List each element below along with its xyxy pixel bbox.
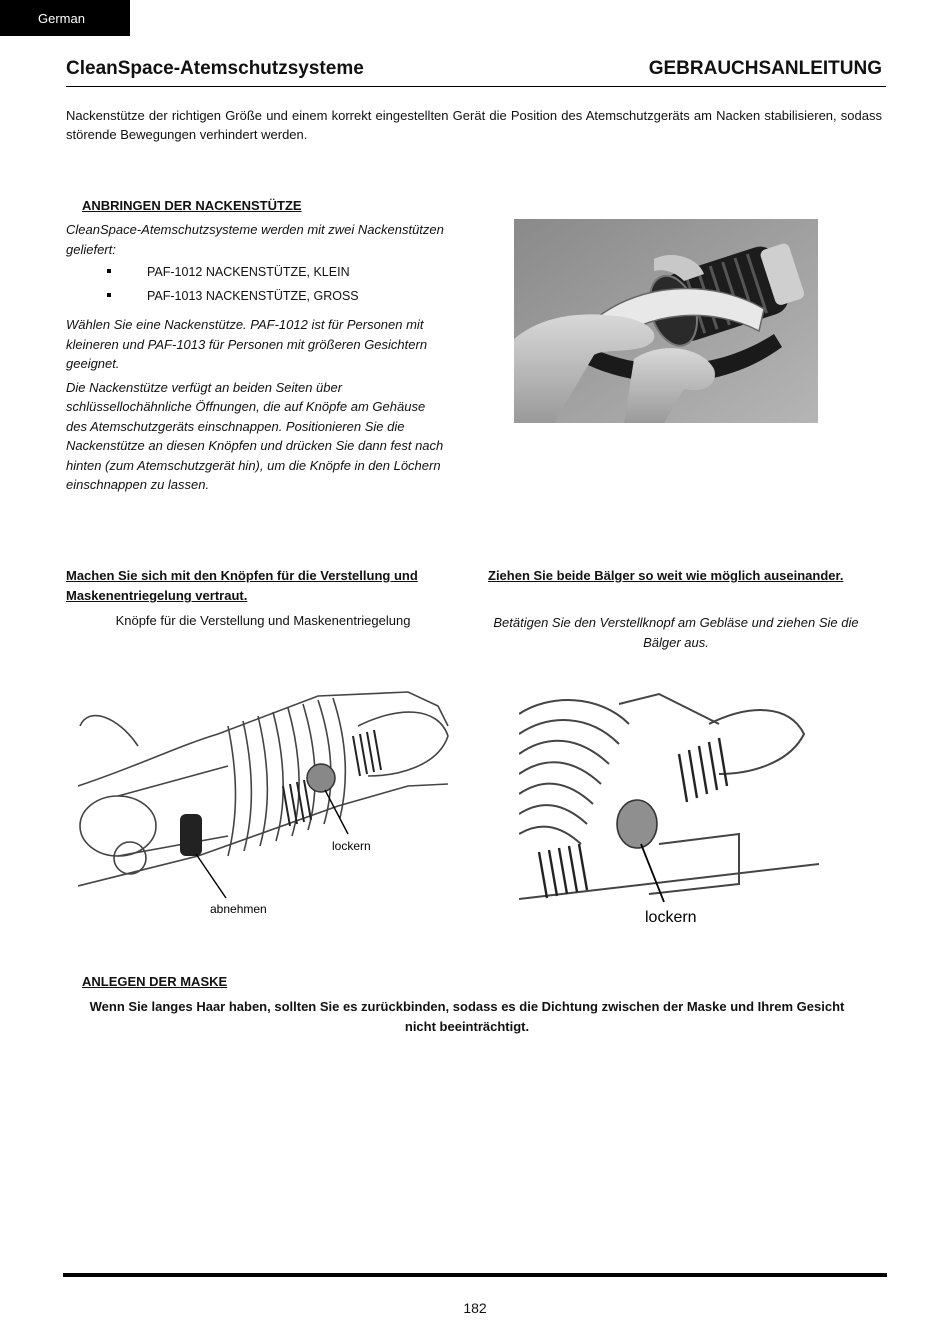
language-tab	[0, 0, 130, 36]
neck-support-para2: Die Nackenstütze verfügt an beiden Seiten über schlüssellochähnliche Öffnungen, die auf Knöpfe am Gehäuse des Atemschutzgeräts einschnappen. Positionieren Sie die Nackenstütze an diesen Knöpfen und drücken Sie dann fest nach hinten (zum Atemschutzgerät hin), um die Knöpfe in den Löchern einschnappen zu lassen.	[66, 379, 444, 492]
bellows-diagram	[519, 684, 819, 928]
footer-rule	[63, 1273, 887, 1277]
bellows-heading: Ziehen Sie beide Bälger so weit wie möglich auseinander.	[488, 568, 844, 583]
remove-label: abnehmen	[210, 902, 267, 916]
list-item: PAF-1013 NACKENSTÜTZE, GROSS	[66, 287, 448, 311]
buttons-diagram	[78, 686, 450, 918]
mask-heading: ANLEGEN DER MASKE	[82, 974, 228, 989]
page-header	[66, 58, 886, 87]
adjust-button-marker	[617, 800, 657, 848]
buttons-heading: Machen Sie sich mit den Knöpfen für die Verstellung und Maskenentriegelung vertraut.	[66, 568, 418, 603]
intro-paragraph: Nackenstütze der richtigen Größe und einem korrekt eingestellten Gerät die Position des Atemschutzgeräts am Nacken stabilisieren, sodass störende Bewegungen verhindert werden.	[66, 108, 882, 142]
language-label: German	[38, 10, 85, 26]
neck-support-list	[66, 263, 448, 311]
neck-support-photo	[514, 219, 818, 423]
bellows-caption: Betätigen Sie den Verstellknopf am Gebläse und ziehen Sie die Bälger aus.	[493, 615, 859, 650]
list-item: PAF-1012 NACKENSTÜTZE, KLEIN	[66, 263, 448, 287]
release-button-marker	[180, 814, 202, 856]
unlock-label: lockern	[332, 839, 371, 853]
neck-support-lead: CleanSpace-Atemschutzsysteme werden mit zwei Nackenstützen geliefert:	[66, 222, 444, 257]
neck-support-para1: Wählen Sie eine Nackenstütze. PAF-1012 ist für Personen mit kleineren und PAF-1013 für Personen mit größeren Gesichtern geeignet.	[66, 317, 428, 371]
document-title: CleanSpace-Atemschutzsysteme	[66, 58, 364, 79]
neck-support-body	[66, 220, 448, 495]
page-number: 182	[463, 1300, 487, 1316]
neck-support-heading: ANBRINGEN DER NACKENSTÜTZE	[82, 198, 302, 213]
adjust-button-marker	[307, 764, 335, 792]
document-type: GEBRAUCHSANLEITUNG	[648, 58, 882, 79]
buttons-caption: Knöpfe für die Verstellung und Maskenentriegelung	[115, 613, 411, 628]
unlock-label: lockern	[645, 909, 697, 926]
mask-text: Wenn Sie langes Haar haben, sollten Sie es zurückbinden, sodass es die Dichtung zwischen der Maske und Ihrem Gesicht nicht beeinträchtigt.	[89, 999, 845, 1034]
